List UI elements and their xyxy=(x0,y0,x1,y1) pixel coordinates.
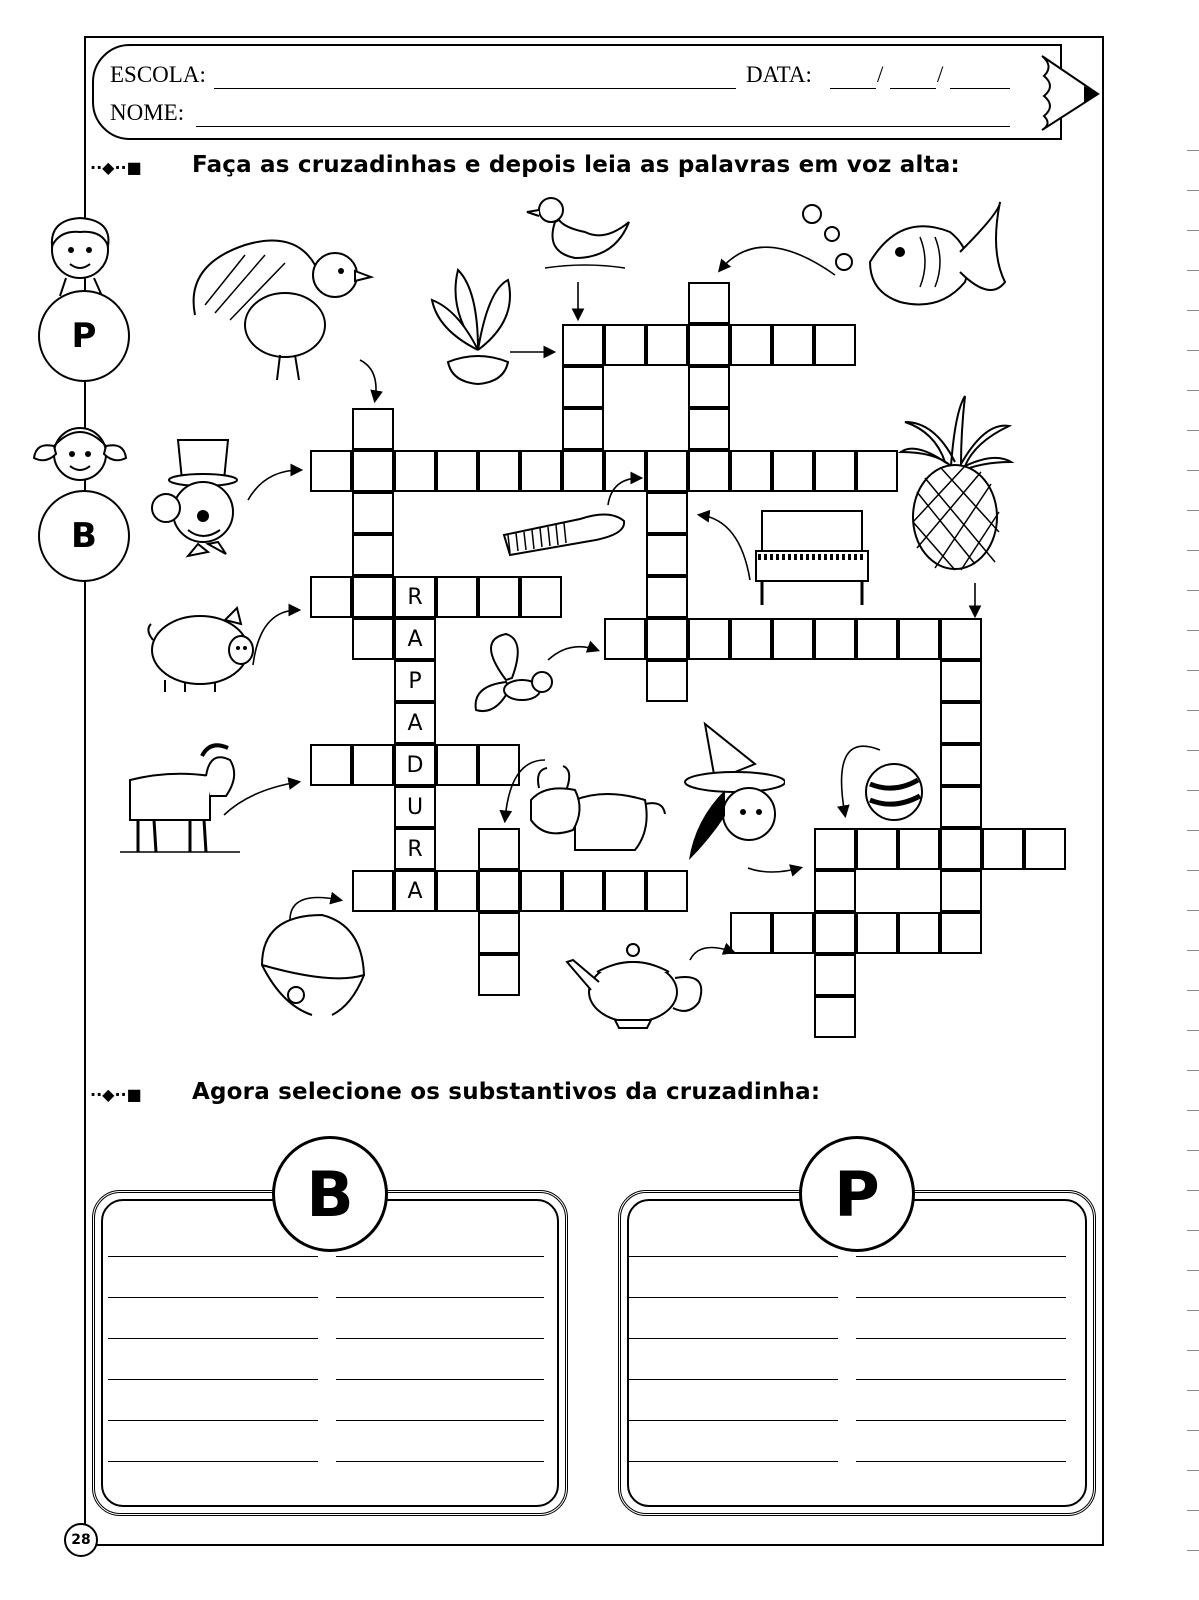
crossword-given-letter: D xyxy=(394,744,436,786)
answer-line[interactable] xyxy=(108,1297,318,1298)
crossword-given-letter: A xyxy=(394,702,436,744)
answer-line[interactable] xyxy=(336,1297,544,1298)
answer-line[interactable] xyxy=(628,1420,838,1421)
answer-line[interactable] xyxy=(336,1379,544,1380)
answer-line[interactable] xyxy=(108,1338,318,1339)
answer-line[interactable] xyxy=(856,1297,1066,1298)
badge-p: P xyxy=(38,290,130,382)
answer-line[interactable] xyxy=(628,1256,838,1257)
date-separator-1: / xyxy=(877,62,884,87)
crossword-given-letter: A xyxy=(394,870,436,912)
answer-badge-b: B xyxy=(272,1136,388,1252)
crossword-given-letter: P xyxy=(394,660,436,702)
crossword-given-letter: U xyxy=(394,786,436,828)
answer-badge-p: P xyxy=(799,1136,915,1252)
answer-line[interactable] xyxy=(336,1461,544,1462)
page-number: 28 xyxy=(64,1523,98,1557)
answer-line[interactable] xyxy=(628,1379,838,1380)
answer-line[interactable] xyxy=(856,1256,1066,1257)
answer-line[interactable] xyxy=(108,1256,318,1257)
answer-line[interactable] xyxy=(628,1297,838,1298)
date-label: DATA: xyxy=(746,62,812,87)
answer-line[interactable] xyxy=(628,1338,838,1339)
answer-line[interactable] xyxy=(336,1338,544,1339)
badge-b: B xyxy=(38,490,130,582)
answer-line[interactable] xyxy=(856,1461,1066,1462)
instruction-select-nouns: Agora selecione os substantivos da cruzadinha: xyxy=(192,1079,821,1105)
answer-line[interactable] xyxy=(336,1256,544,1257)
bullet-icon: ⋅⋅◆⋅⋅■ xyxy=(90,1085,142,1104)
crossword-given-letter: A xyxy=(394,618,436,660)
answer-line[interactable] xyxy=(856,1338,1066,1339)
school-label: ESCOLA: xyxy=(110,62,206,87)
answer-line[interactable] xyxy=(108,1420,318,1421)
crossword-given-letter: R xyxy=(394,828,436,870)
answer-line[interactable] xyxy=(336,1420,544,1421)
date-separator-2: / xyxy=(937,62,944,87)
answer-line[interactable] xyxy=(108,1461,318,1462)
answer-line[interactable] xyxy=(856,1420,1066,1421)
answer-line[interactable] xyxy=(628,1461,838,1462)
crossword-given-letter: R xyxy=(394,576,436,618)
answer-line[interactable] xyxy=(108,1379,318,1380)
bullet-icon: ⋅⋅◆⋅⋅■ xyxy=(90,158,142,177)
instruction-crossword: Faça as cruzadinhas e depois leia as palavras em voz alta: xyxy=(192,152,960,178)
answer-line[interactable] xyxy=(856,1379,1066,1380)
name-label: NOME: xyxy=(110,100,185,125)
